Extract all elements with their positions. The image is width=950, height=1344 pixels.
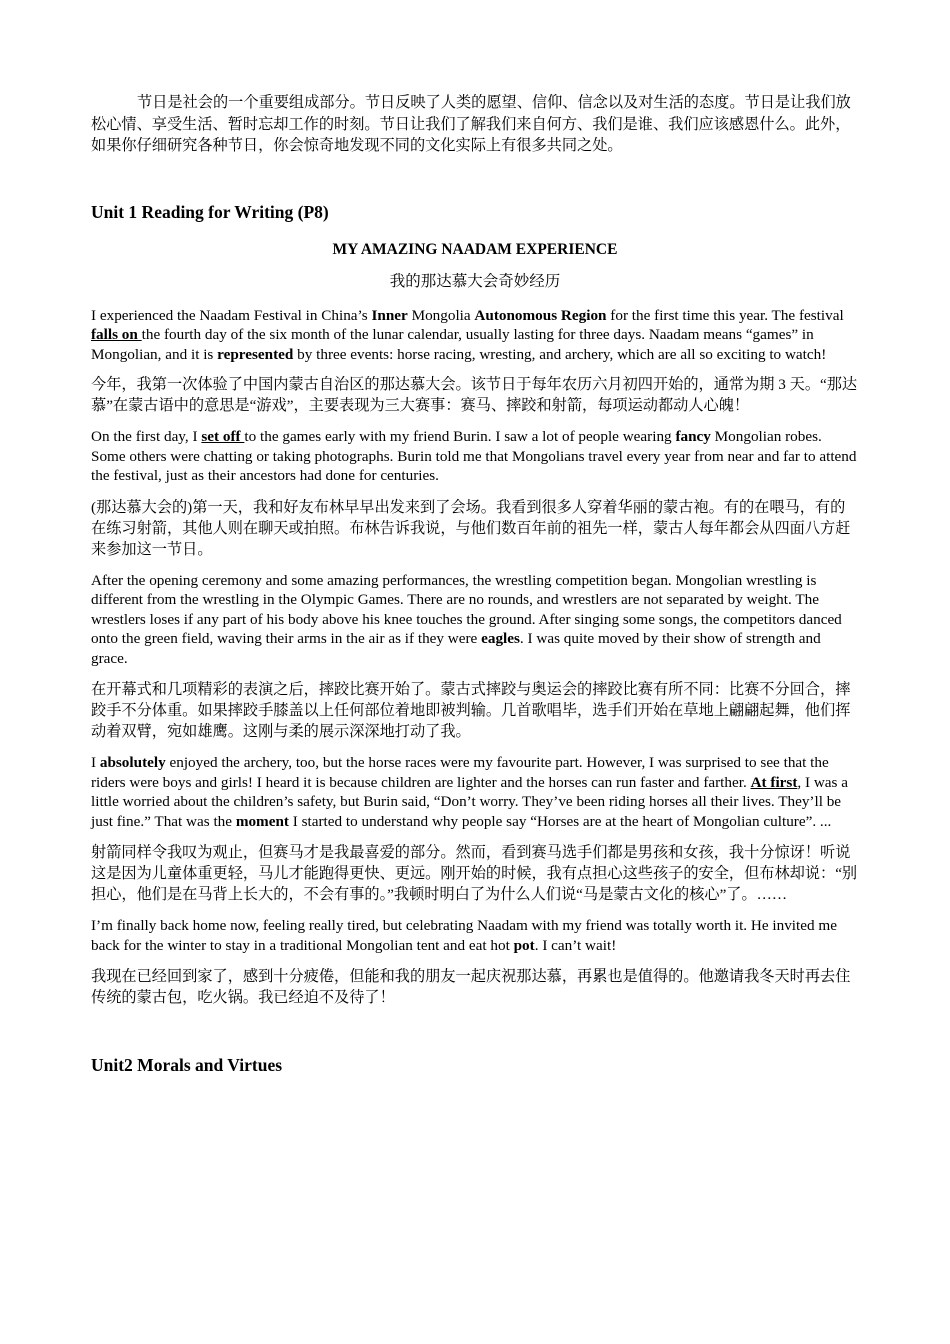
article-title-zh: 我的那达慕大会奇妙经历 — [389, 272, 561, 290]
phrase-falls-on: falls on — [91, 326, 142, 343]
unit2-heading: Unit2 Morals and Virtues — [91, 1055, 283, 1075]
paragraph-5: I’m finally back home now, feeling really tired, but celebrating Naadam with my friend was totally worth it. He invited me back for the winter to stay in a traditional Mongolian tent and eat hot pot. I can’t wait! — [91, 917, 837, 954]
unit1-heading: Unit 1 Reading for Writing (P8) — [91, 201, 329, 222]
paragraph-1: I experienced the Naadam Festival in China’s Inner Mongolia Autonomous Region for the first time this year. The festival falls on the fourth day of the six month of the lunar calendar, usually lasting for three days. Naadam means “games” in Mongolian, and it is represented by three events: horse racing, wresting, and archery, which are all so exciting to watch! — [91, 306, 844, 363]
document-page — [91, 92, 859, 1076]
phrase-at-first: At first — [750, 773, 798, 791]
paragraph-4: I absolutely enjoyed the archery, too, but the horse races were my favourite part. However, I was surprised to see that the riders were boys and girls! I heard it is because children are lighter and the horses can run faster and farther. At first, I was a little worried about the children’s safety, but Burin said, “Don’t worry. They’ve been riding horses all their lives. They’ll be just fine.” That was the moment I started to understand why people say “Horses are at the heart of Mongolian culture”. ... — [91, 754, 848, 830]
article-title: MY AMAZING NAADAM EXPERIENCE — [332, 240, 618, 258]
paragraph-2-zh: (那达慕大会的)第一天，我和好友布林早早出发来到了会场。我看到很多人穿着华丽的蒙古袍。有的在喂马，有的在练习射箭，其他人则在聊天或拍照。布林告诉我说，与他们数百年前的祖先一样，蒙古人每年都会从四面八方赶来参加这一节日。 — [91, 498, 851, 558]
paragraph-3-zh: 在开幕式和几项精彩的表演之后，摔跤比赛开始了。蒙古式摔跤与奥运会的摔跤比赛有所不同：比赛不分回合，摔跤手不分体重。如果摔跤手膝盖以上任何部位着地即被判输。几首歌唱毕，选手们开始在草地上翩翩起舞，他们挥动着双臂，宛如雄鹰。这刚与柔的展示深深地打动了我。 — [91, 681, 851, 740]
paragraph-3: After the opening ceremony and some amazing performances, the wrestling competition began. Mongolian wrestling is different from the wrestling in the Olympic Games. There are no rounds, and wrestlers are not separated by weight. The wrestlers loses if any part of his body above his knee touches the ground. After singing some songs, the competitors danced onto the green field, waving their arms in the air as if they were eagles. I was quite moved by their show of strength and grace. — [91, 571, 842, 667]
paragraph-2: On the first day, I set off to the games early with my friend Burin. I saw a lot of people wearing fancy Mongolian robes. Some others were chatting or taking photographs. Burin told me that Mongolians travel every year from near and far to attend the festival, just as their ancestors had done for centuries. — [91, 428, 857, 484]
phrase-set-off: set off — [201, 428, 245, 445]
paragraph-5-zh: 我现在已经回到家了，感到十分疲倦，但能和我的朋友一起庆祝那达慕，再累也是值得的。他邀请我冬天时再去住传统的蒙古包，吃火锅。我已经迫不及待了！ — [91, 968, 851, 1006]
paragraph-4-zh: 射箭同样令我叹为观止，但赛马才是我最喜爱的部分。然而，看到赛马选手们都是男孩和女孩，我十分惊讶！听说这是因为儿童体重更轻，马儿才能跑得更快、更远。刚开始的时候，我有点担心这些孩子的安全，但布林却说：“别担心，他们是在马背上长大的，不会有事的。”我顿时明白了为什么人们说“马是蒙古文化的核心”了。…… — [91, 844, 858, 903]
paragraph-1-zh: 今年，我第一次体验了中国内蒙古自治区的那达慕大会。该节日于每年农历六月初四开始的，通常为期 3 天。“那达慕”在蒙古语中的意思是“游戏”，主要表现为三大赛事：赛马、摔跤和射箭，每项运动都动人心魄！ — [91, 376, 858, 414]
intro-paragraph: 节日是社会的一个重要组成部分。节日反映了人类的愿望、信仰、信念以及对生活的态度。节日是让我们放松心情、享受生活、暂时忘却工作的时刻。节日让我们了解我们来自何方、我们是谁、我们应该感恩什么。此外，如果你仔细研究各种节日，你会惊奇地发现不同的文化实际上有很多共同之处。 — [91, 94, 851, 154]
